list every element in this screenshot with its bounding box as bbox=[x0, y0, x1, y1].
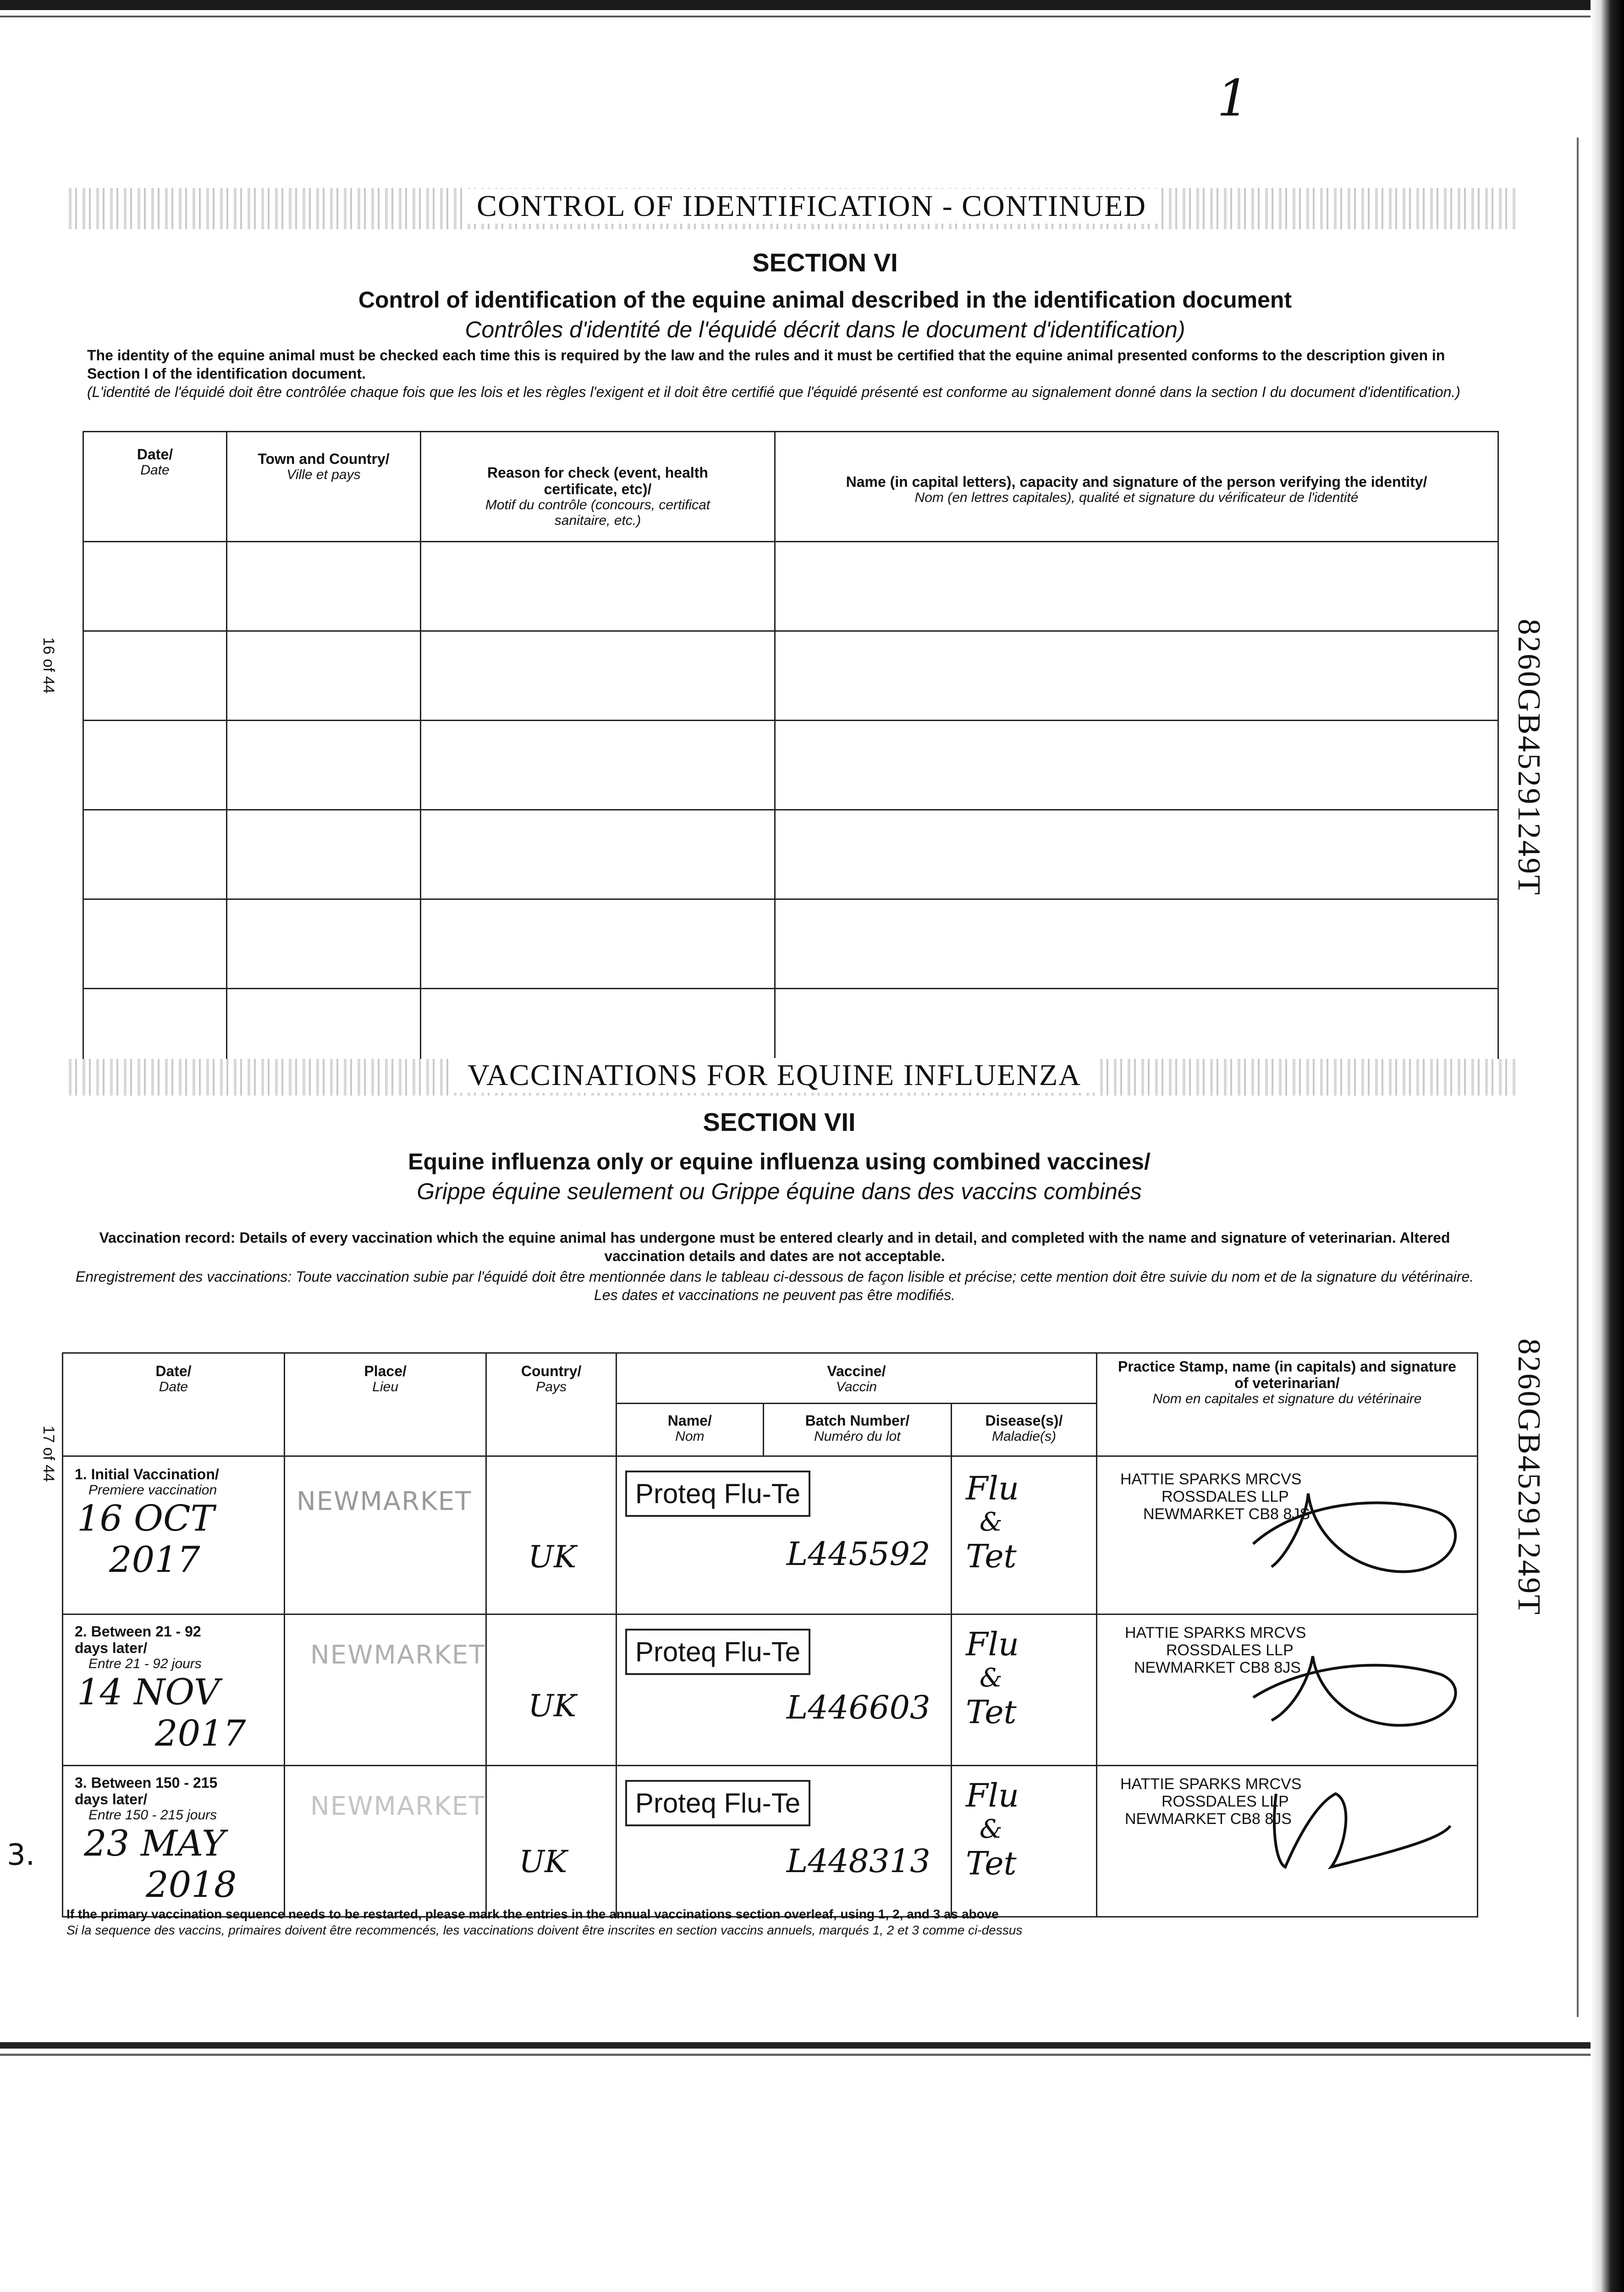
section7-banner-title: VACCINATIONS FOR EQUINE INFLUENZA bbox=[454, 1058, 1095, 1093]
section6-banner-title: CONTROL OF IDENTIFICATION - CONTINUED bbox=[463, 189, 1160, 224]
section6-subtitle-fr: Contrôles d'identité de l'équidé décrit dans le document d'identification) bbox=[465, 317, 1185, 342]
vacc-col-practice-en: Practice Stamp, name (in capitals) and signature of veterinarian/ bbox=[1118, 1358, 1456, 1391]
vaccination-row-1 bbox=[63, 1456, 1478, 1614]
vacc-disease-line1: Flu bbox=[966, 1625, 1019, 1663]
vacc-disease-line1: Flu bbox=[966, 1470, 1019, 1507]
col-town-fr: Ville et pays bbox=[286, 467, 361, 482]
vacc-col-name-header bbox=[616, 1404, 763, 1456]
check-cell[interactable] bbox=[421, 542, 775, 631]
vacc-col-vaccine-fr: Vaccin bbox=[836, 1379, 877, 1394]
scan-top-border bbox=[0, 0, 1624, 10]
vacc-disease-cell[interactable] bbox=[952, 1614, 1097, 1766]
vacc-row-label-en: 3. Between 150 - 215 days later/ bbox=[75, 1774, 218, 1807]
vacc-col-name-fr: Nom bbox=[675, 1429, 705, 1444]
practice-stamp-line2: ROSSDALES LLP bbox=[1166, 1642, 1294, 1659]
col-reason-en: Reason for check (event, health certificate, etc)/ bbox=[487, 464, 708, 497]
vaccine-label-sticker: Proteq Flu-Te bbox=[625, 1471, 810, 1517]
col-verifier-header bbox=[775, 432, 1498, 542]
top-page-mark: 1 bbox=[1217, 69, 1249, 127]
vacc-name-batch-cell[interactable] bbox=[616, 1766, 951, 1917]
vacc-row-label-fr: Premiere vaccination bbox=[88, 1482, 217, 1498]
check-cell[interactable] bbox=[83, 810, 227, 899]
vacc-col-vaccine-en: Vaccine/ bbox=[827, 1363, 886, 1379]
side-code-lower: 8260GB45291249T bbox=[1511, 1339, 1547, 1616]
vacc-name-batch-cell[interactable] bbox=[616, 1456, 951, 1614]
section7-subtitle-en: Equine influenza only or equine influenza using combined vaccines/ bbox=[408, 1149, 1151, 1174]
vacc-col-date-fr: Date bbox=[159, 1379, 188, 1394]
vacc-row-label-fr: Entre 21 - 92 jours bbox=[88, 1656, 202, 1671]
vacc-date-handwritten-2: 2018 bbox=[146, 1864, 237, 1906]
check-cell[interactable] bbox=[227, 810, 421, 899]
vacc-place-cell[interactable] bbox=[284, 1766, 486, 1917]
vet-signature bbox=[1249, 1775, 1478, 1885]
vacc-date-cell[interactable] bbox=[63, 1614, 285, 1766]
vacc-practice-cell[interactable] bbox=[1096, 1456, 1477, 1614]
vacc-place-stamp: NEWMARKET bbox=[310, 1640, 486, 1670]
vacc-col-place-fr: Lieu bbox=[372, 1379, 398, 1394]
vacc-practice-cell[interactable] bbox=[1096, 1766, 1477, 1917]
vacc-date-handwritten-2: 2017 bbox=[155, 1713, 246, 1754]
check-cell[interactable] bbox=[83, 899, 227, 989]
vacc-date-handwritten-1: 14 NOV bbox=[77, 1672, 220, 1713]
check-cell[interactable] bbox=[421, 810, 775, 899]
vacc-country-cell[interactable] bbox=[486, 1766, 617, 1917]
section6-note-en: The identity of the equine animal must be checked each time this is required by the law and the rules and it must be certified that the equine animal presented conforms to the description given in Section I of the identification document. bbox=[87, 347, 1445, 382]
check-cell[interactable] bbox=[421, 989, 775, 1062]
practice-stamp-line2: ROSSDALES LLP bbox=[1161, 1793, 1289, 1810]
check-cell[interactable] bbox=[421, 631, 775, 721]
vacc-col-disease-header bbox=[952, 1404, 1097, 1456]
col-date-fr: Date bbox=[140, 463, 170, 478]
vacc-row-label-fr: Entre 150 - 215 jours bbox=[88, 1807, 217, 1823]
vacc-disease-line2: & bbox=[980, 1663, 1002, 1693]
practice-stamp-line3: NEWMARKET CB8 8JS bbox=[1124, 1810, 1292, 1828]
vacc-col-practice-header bbox=[1096, 1353, 1477, 1456]
section7-note-en: Vaccination record: Details of every vaccination which the equine animal has undergone must be entered clearly and in detail, and completed with the name and signature of veterinarian. Altered vaccination details and dates are not acceptable. bbox=[99, 1229, 1450, 1264]
vacc-country-handwritten: UK bbox=[519, 1844, 567, 1879]
vacc-col-date-header bbox=[63, 1353, 285, 1456]
vacc-col-batch-en: Batch Number/ bbox=[805, 1412, 910, 1429]
margin-mark: 3. bbox=[7, 1838, 35, 1872]
vacc-col-disease-en: Disease(s)/ bbox=[985, 1412, 1063, 1429]
section6-subtitle-en: Control of identification of the equine animal described in the identification document bbox=[358, 287, 1292, 313]
section7-title: SECTION VII bbox=[703, 1107, 856, 1136]
check-cell[interactable] bbox=[775, 542, 1498, 631]
practice-stamp-line3: NEWMARKET CB8 8JS bbox=[1134, 1659, 1301, 1676]
vacc-country-cell[interactable] bbox=[486, 1456, 617, 1614]
vet-signature bbox=[1244, 1475, 1473, 1581]
check-cell[interactable] bbox=[227, 721, 421, 810]
scan-right-shadow bbox=[1591, 0, 1624, 2292]
practice-stamp-line3: NEWMARKET CB8 8JS bbox=[1143, 1505, 1310, 1523]
vacc-col-date-en: Date/ bbox=[155, 1363, 192, 1379]
vaccination-row-2 bbox=[63, 1614, 1478, 1766]
vacc-place-cell[interactable] bbox=[284, 1456, 486, 1614]
page-number-17: 17 of 44 bbox=[40, 1426, 57, 1482]
col-reason-fr: Motif du contrôle (concours, certificat sanitaire, etc.) bbox=[485, 497, 710, 528]
vacc-place-stamp: NEWMARKET bbox=[296, 1487, 472, 1516]
vacc-disease-line2: & bbox=[980, 1814, 1002, 1844]
vacc-batch-handwritten: L448313 bbox=[786, 1842, 930, 1880]
section6-title: SECTION VI bbox=[752, 248, 898, 277]
vacc-country-handwritten: UK bbox=[528, 1688, 577, 1724]
check-cell[interactable] bbox=[83, 631, 227, 721]
section7-footnote-fr: Si la sequence des vaccins, primaires doivent être recommencés, les vaccinations doivent être inscrites en section vaccins annuels, marqués 1, 2 et 3 comme ci-dessus bbox=[66, 1923, 1023, 1937]
check-cell[interactable] bbox=[775, 631, 1498, 721]
vacc-disease-cell[interactable] bbox=[952, 1766, 1097, 1917]
vacc-row-label-en: 2. Between 21 - 92 days later/ bbox=[75, 1623, 201, 1656]
section7-note-fr: Enregistrement des vaccinations: Toute vaccination subie par l'équidé doit être mentionnée dans le tableau ci-dessous de façon lisible et précise; cette mention doit être suivie du nom et de la signature du vétérinaire. Les dates et vaccinations ne peuvent pas être modifiés. bbox=[75, 1268, 1474, 1303]
check-cell[interactable] bbox=[775, 989, 1498, 1062]
col-date-header bbox=[83, 432, 227, 542]
check-cell[interactable] bbox=[775, 899, 1498, 989]
vacc-col-place-en: Place/ bbox=[364, 1363, 407, 1379]
scan-right-edge-line bbox=[1577, 138, 1579, 2017]
vacc-disease-line3: Tet bbox=[966, 1693, 1017, 1731]
vaccination-table bbox=[62, 1352, 1478, 1917]
scan-bottom-border bbox=[0, 2042, 1591, 2049]
check-cell[interactable] bbox=[83, 989, 227, 1062]
vacc-disease-line3: Tet bbox=[966, 1537, 1017, 1575]
vacc-date-handwritten-1: 16 OCT bbox=[77, 1498, 215, 1539]
practice-stamp-line1: HATTIE SPARKS MRCVS bbox=[1120, 1775, 1302, 1793]
vacc-place-stamp: NEWMARKET bbox=[310, 1791, 486, 1821]
vacc-place-cell[interactable] bbox=[284, 1614, 486, 1766]
vacc-date-cell[interactable] bbox=[63, 1766, 285, 1917]
check-row bbox=[83, 810, 1498, 899]
check-cell[interactable] bbox=[227, 989, 421, 1062]
vacc-disease-cell[interactable] bbox=[952, 1456, 1097, 1614]
vacc-col-country-fr: Pays bbox=[536, 1379, 567, 1394]
col-town-en: Town and Country/ bbox=[258, 451, 390, 467]
vacc-practice-cell[interactable] bbox=[1096, 1614, 1477, 1766]
vacc-col-place-header bbox=[284, 1353, 486, 1456]
vaccine-label-sticker: Proteq Flu-Te bbox=[625, 1780, 810, 1826]
vacc-col-batch-header bbox=[763, 1404, 951, 1456]
practice-stamp-line1: HATTIE SPARKS MRCVS bbox=[1120, 1471, 1302, 1488]
vacc-date-cell[interactable] bbox=[63, 1456, 285, 1614]
vacc-disease-line3: Tet bbox=[966, 1845, 1017, 1882]
vacc-name-batch-cell[interactable] bbox=[616, 1614, 951, 1766]
vacc-date-handwritten-1: 23 MAY bbox=[84, 1823, 226, 1864]
vacc-date-handwritten-2: 2017 bbox=[109, 1539, 200, 1581]
vacc-col-name-en: Name/ bbox=[667, 1412, 712, 1429]
check-row bbox=[83, 721, 1498, 810]
section7-subtitle-fr: Grippe équine seulement ou Grippe équine dans des vaccins combinés bbox=[417, 1179, 1142, 1204]
check-cell[interactable] bbox=[83, 721, 227, 810]
col-date-en: Date/ bbox=[137, 446, 173, 463]
vet-signature bbox=[1244, 1633, 1473, 1739]
vacc-batch-handwritten: L445592 bbox=[786, 1535, 930, 1573]
vaccine-label-sticker: Proteq Flu-Te bbox=[625, 1629, 810, 1675]
page-number-16: 16 of 44 bbox=[40, 637, 57, 694]
check-cell[interactable] bbox=[775, 810, 1498, 899]
vacc-col-country-header bbox=[486, 1353, 617, 1456]
check-cell[interactable] bbox=[83, 542, 227, 631]
practice-stamp-line1: HATTIE SPARKS MRCVS bbox=[1124, 1624, 1306, 1642]
check-row bbox=[83, 631, 1498, 721]
vacc-country-handwritten: UK bbox=[528, 1539, 577, 1575]
vaccination-row-3 bbox=[63, 1766, 1478, 1917]
scan-bottom-border-thin bbox=[0, 2054, 1591, 2056]
check-cell[interactable] bbox=[227, 899, 421, 989]
scan-top-border-thin bbox=[0, 16, 1624, 17]
vacc-col-country-en: Country/ bbox=[521, 1363, 582, 1379]
col-verifier-en: Name (in capital letters), capacity and signature of the person verifying the identity/ bbox=[846, 474, 1427, 490]
check-cell[interactable] bbox=[227, 631, 421, 721]
vacc-col-vaccine-header bbox=[616, 1353, 1096, 1404]
col-town-header bbox=[227, 432, 421, 542]
section6-note-fr: (L'identité de l'équidé doit être contrôlée chaque fois que les lois et les règles l'exigent et il doit être certifié que l'équidé présenté est conforme au signalement donné dans la section I du document d'identification.) bbox=[87, 384, 1460, 400]
col-verifier-fr: Nom (en lettres capitales), qualité et signature du vérificateur de l'identité bbox=[914, 490, 1359, 505]
vacc-disease-line1: Flu bbox=[966, 1777, 1019, 1814]
vacc-row-label-en: 1. Initial Vaccination/ bbox=[75, 1466, 219, 1482]
check-cell[interactable] bbox=[227, 542, 421, 631]
side-code-upper: 8260GB45291249T bbox=[1511, 619, 1547, 896]
check-cell[interactable] bbox=[421, 899, 775, 989]
check-row bbox=[83, 989, 1498, 1062]
check-row bbox=[83, 899, 1498, 989]
vacc-batch-handwritten: L446603 bbox=[786, 1689, 930, 1726]
check-row bbox=[83, 542, 1498, 631]
vacc-col-disease-fr: Maladie(s) bbox=[991, 1429, 1056, 1444]
vacc-country-cell[interactable] bbox=[486, 1614, 617, 1766]
check-cell[interactable] bbox=[421, 721, 775, 810]
col-reason-header bbox=[421, 432, 775, 542]
section7-footnote-en: If the primary vaccination sequence needs to be restarted, please mark the entries in the annual vaccinations section overleaf, using 1, 2, and 3 as above bbox=[66, 1907, 999, 1921]
practice-stamp-line2: ROSSDALES LLP bbox=[1161, 1488, 1289, 1505]
identity-check-table bbox=[83, 431, 1499, 1063]
vacc-col-practice-fr: Nom en capitales et signature du vétérinaire bbox=[1152, 1391, 1422, 1406]
check-cell[interactable] bbox=[775, 721, 1498, 810]
vacc-col-batch-fr: Numéro du lot bbox=[814, 1429, 901, 1444]
vacc-disease-line2: & bbox=[980, 1507, 1002, 1537]
